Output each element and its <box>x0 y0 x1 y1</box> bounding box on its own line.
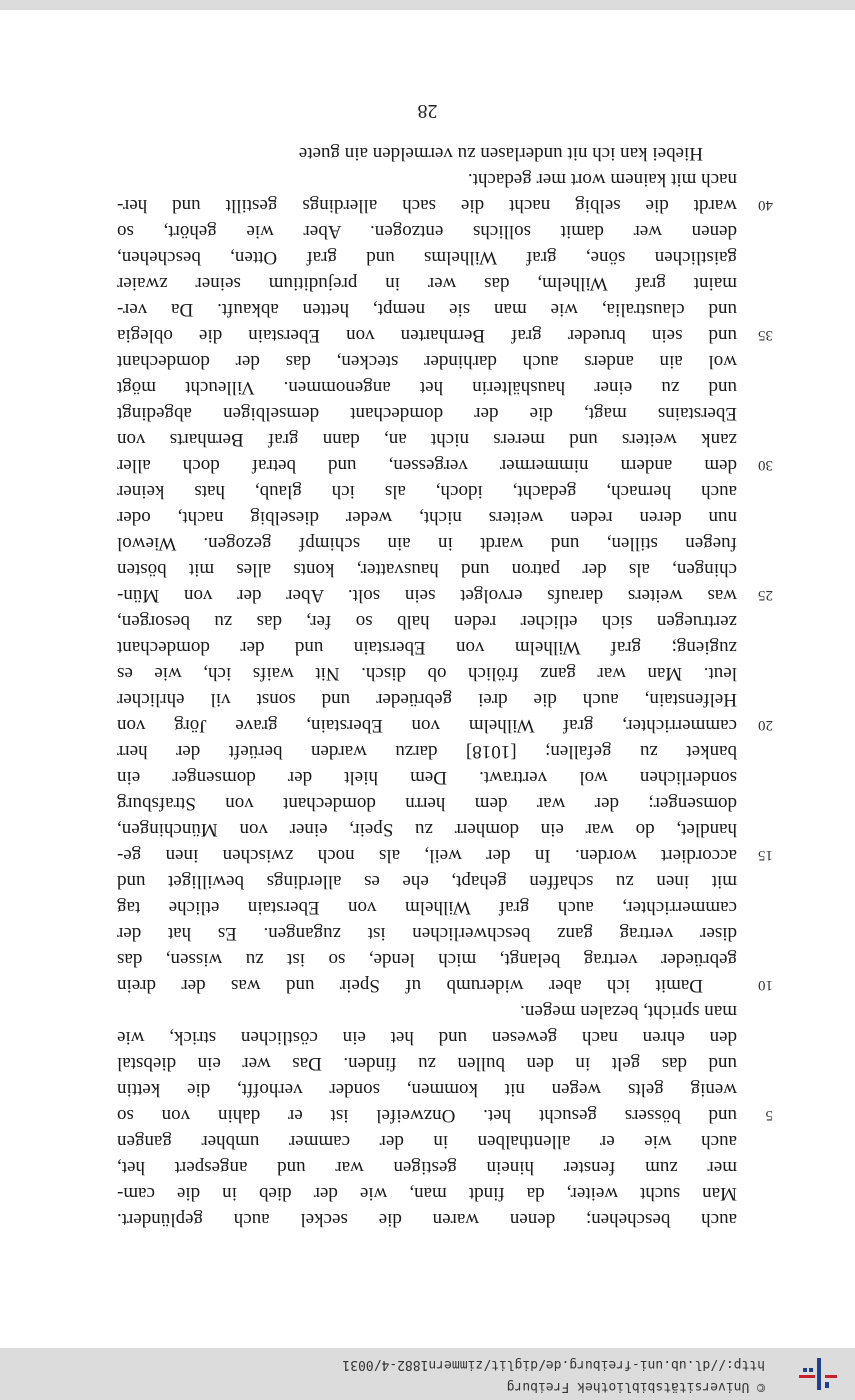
line-text: auch beschehen; denen waren die seckel auch geplündert. <box>117 1209 737 1230</box>
text-line <box>117 1206 737 1232</box>
copyright-text: © Universitätsbibliothek Freiburg <box>506 1379 765 1394</box>
line-text: banket zu gefallen; [1018] darzu warden berüeft der herr <box>117 741 737 762</box>
line-number: 25 <box>758 587 773 603</box>
line-number: 40 <box>758 197 773 213</box>
line-text: man spricht, bezalen megen. <box>520 1001 737 1022</box>
text-line <box>117 1050 737 1076</box>
text-line <box>117 1180 737 1206</box>
line-number: 15 <box>758 847 773 863</box>
line-text: auch hernach, gedacht, idoch, als ich glaub, hats keiner <box>117 481 737 502</box>
text-line <box>117 166 737 192</box>
text-line <box>117 946 737 972</box>
line-text: dem andern nimmermer vergessen, und betraf doch aller <box>117 455 737 476</box>
text-line <box>117 556 737 582</box>
line-text: Eberstains magt, die der domdechant demselbigen abgedingt <box>117 403 737 424</box>
line-number: 20 <box>758 717 773 733</box>
line-number: 10 <box>758 977 773 993</box>
line-text: denen wer damit sollichs entzogen. Aber wie gehört, so <box>117 221 737 242</box>
text-line <box>117 660 737 686</box>
line-text: nun deren reden weiters nicht, weder dieselbig nacht, oder <box>117 507 737 528</box>
header-bar <box>0 1348 855 1400</box>
text-line <box>117 868 737 894</box>
text-line <box>117 400 737 426</box>
text-line <box>117 1128 737 1154</box>
line-text: sonderlichen wol vertrawt. Dem hielt der domsenger ein <box>117 767 737 788</box>
text-line <box>117 1024 737 1050</box>
text-line <box>117 218 737 244</box>
text-line <box>117 712 773 738</box>
text-line <box>117 504 737 530</box>
line-text: mit inen zu schaffen gehapt, ehe es allerdings bewilliget und <box>117 871 737 892</box>
line-text: und sein brueder graf Bernharten von Eberstain die oblegia <box>117 325 737 346</box>
text-line <box>117 374 737 400</box>
line-text: was weiters daraufs ervolget sein solt. Aber der von Mün- <box>117 585 737 606</box>
line-number: 35 <box>758 327 773 343</box>
line-text: und bössers gesucht het. Onzweifel ist er dahin von so <box>117 1105 737 1126</box>
line-text: nach mit kainem wort mer gedacht. <box>467 169 737 190</box>
text-line <box>117 530 737 556</box>
line-text: Damit ich aber widerumb uf Speir und was der drein <box>117 975 703 996</box>
text-line <box>117 1102 773 1128</box>
line-text: auch wie er allenthalben in der cammer umbher gangen <box>117 1131 737 1152</box>
line-text: zank weiters und merers nicht an, dann graf Bernharts von <box>117 429 737 450</box>
line-text: wenig gelts wegen nit kommen, sonder verhofft, die kettin <box>117 1079 737 1100</box>
text-line <box>117 894 737 920</box>
text-line <box>117 296 737 322</box>
text-line <box>117 998 737 1024</box>
line-text: und das gelt in den bullen zu finden. Das wer ein diebstal <box>117 1053 737 1074</box>
text-line <box>117 1154 737 1180</box>
text-line <box>117 608 737 634</box>
line-text: diser vertrag ganz beschwerlichen ist zugangen. Es hat der <box>117 923 737 944</box>
line-text: zugieng; graf Wilhelm von Eberstain und der domdechant <box>117 637 737 658</box>
text-line <box>117 920 737 946</box>
line-text: mer zum fenster hinein gestigen war und angespert het, <box>117 1157 737 1178</box>
text-line <box>117 764 737 790</box>
line-text: gebrüeder vertrag belangt, mich lende, so ist zu wissen, das <box>117 949 737 970</box>
text-line <box>117 478 737 504</box>
text-body <box>117 140 773 1232</box>
text-line <box>117 244 737 270</box>
text-line <box>117 348 737 374</box>
text-line <box>117 1076 737 1102</box>
line-text: gaistlichen söne, graf Wilhelms und graf Otten, beschehen, <box>117 247 737 268</box>
text-line <box>117 426 737 452</box>
line-text: domsenger; der war dem herrn domdechant von Strafsburg <box>117 793 737 814</box>
text-line <box>117 738 737 764</box>
line-text: leut. Man war ganz frölich ob disch. Nit waifs ich, wie es <box>117 663 737 684</box>
line-text: und zu einer haushälterin het angenommen. Villeucht mögt <box>117 377 737 398</box>
text-line <box>117 140 737 166</box>
text-line <box>117 842 773 868</box>
text-line <box>117 686 737 712</box>
line-text: accordiert worden. In der weil, als noch zwischen inen ge- <box>117 845 737 866</box>
line-text: maint graf Wilhelm, das wer in prejuditium seiner zwaier <box>117 273 737 294</box>
line-text: Helfenstain, auch die drei gebrüeder und sonst vil ehrlicher <box>117 689 737 710</box>
line-text: wardt die selbig nacht die sach allerdings gestillt und her- <box>117 195 737 216</box>
line-text: handlet, do war ein domherr zu Speir, einer von Münchingen, <box>117 819 737 840</box>
line-text: Man sucht weiter, da findt man, wie der dieb in die cam- <box>117 1183 737 1204</box>
text-line <box>117 790 737 816</box>
text-line <box>117 634 737 660</box>
page-number: 28 <box>417 100 438 122</box>
line-text: und claustralia, wie man sie nempt, hetten abkauft. Da ver- <box>117 299 737 320</box>
line-text: cammerrichter, graf Wilhelm von Eberstain, grave Jörg von <box>117 715 737 736</box>
library-logo <box>795 1356 839 1392</box>
text-line <box>117 322 773 348</box>
text-line <box>117 270 737 296</box>
bottom-bar <box>0 0 855 10</box>
text-line <box>117 192 773 218</box>
text-line <box>117 452 773 478</box>
source-url-link[interactable]: http://dl.ub.uni-freiburg.de/diglit/zimmern1882-4/0031 <box>342 1357 765 1372</box>
line-text: fuegen stillen, und wardt in ain schimpf gezogen. Wiewol <box>117 533 737 554</box>
line-number: 5 <box>765 1107 773 1123</box>
line-text: Hiebei kan ich nit underlasen zu vermelden ain guete <box>298 143 703 164</box>
line-text: cammerrichter, auch graf Wilhelm von Eberstain etliche tag <box>117 897 737 918</box>
text-line <box>117 816 737 842</box>
line-text: wol ain anders auch darhinder stecken, das der domdechant <box>117 351 737 372</box>
line-text: zertruegen sich etlicher reden halb so fer, das zu besorgen, <box>117 611 737 632</box>
text-line <box>117 972 773 998</box>
line-number: 30 <box>758 457 773 473</box>
line-text: chingen, als der patron und hausvatter, konts alles mit bösten <box>117 559 737 580</box>
text-line <box>117 582 773 608</box>
line-text: den ehren nach gewesen und het ein cöstlichen strick, wie <box>117 1027 737 1048</box>
